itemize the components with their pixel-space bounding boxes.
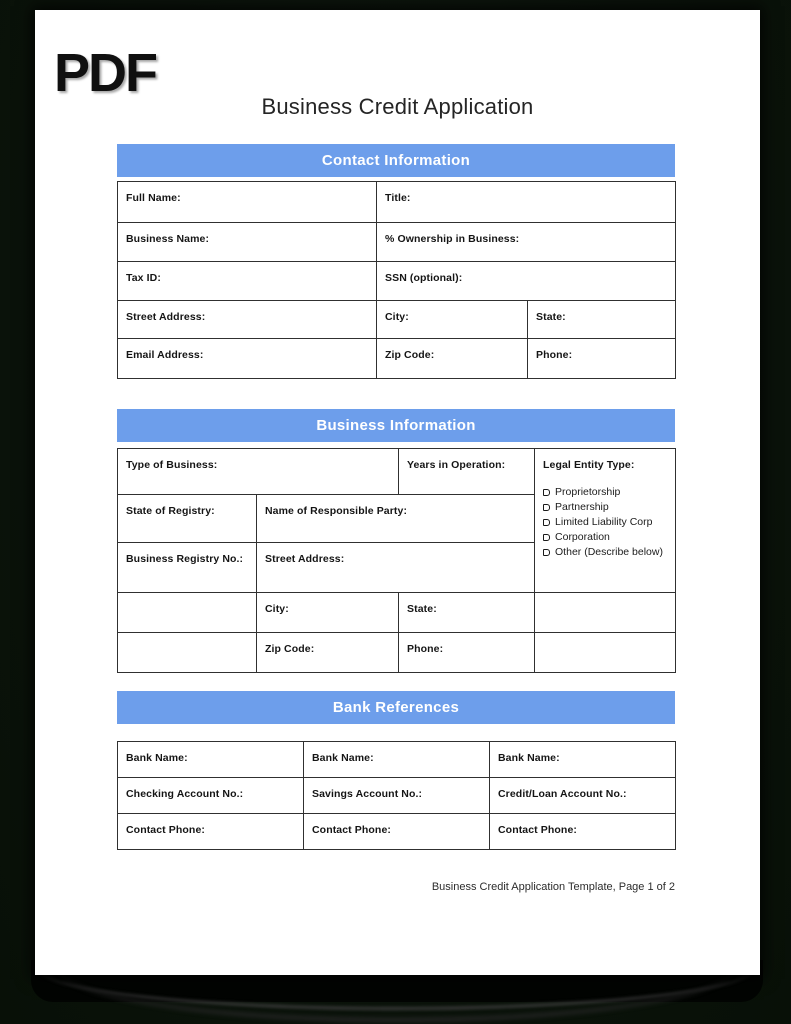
table-row: [118, 223, 676, 262]
field-label: Contact Phone:: [498, 824, 577, 836]
empty-cell: [118, 633, 257, 673]
empty-cell: [535, 633, 676, 673]
field-contact-phone-2: [304, 814, 490, 850]
field-label: Business Registry No.:: [126, 553, 244, 565]
field-label: Street Address:: [126, 311, 206, 323]
field-business-name: [118, 223, 377, 262]
field-street-address: [118, 301, 377, 339]
section-header-bank: Bank References: [117, 691, 675, 724]
table-row: [118, 339, 676, 379]
field-business-registry-no: [118, 543, 257, 593]
field-ownership: [377, 223, 676, 262]
checkbox-icon: [543, 489, 550, 496]
field-business-city: [257, 593, 399, 633]
checkbox-option: [543, 530, 671, 545]
field-contact-phone-1: [118, 814, 304, 850]
business-table: [117, 448, 676, 673]
field-label: Bank Name:: [312, 752, 374, 764]
option-label: Limited Liability Corp: [555, 516, 653, 528]
field-label: Tax ID:: [126, 272, 161, 284]
section-header-contact: Contact Information: [117, 144, 675, 177]
bank-references-table: [117, 741, 676, 850]
field-email: [118, 339, 377, 379]
field-business-street-address: [257, 543, 535, 593]
field-label: Title:: [385, 192, 411, 204]
field-label: Years in Operation:: [407, 459, 506, 471]
field-label: City:: [265, 603, 289, 615]
checkbox-option: [543, 500, 671, 515]
field-label: Legal Entity Type:: [543, 459, 635, 471]
field-label: Contact Phone:: [312, 824, 391, 836]
checkbox-icon: [543, 534, 550, 541]
field-responsible-party: [257, 495, 535, 543]
field-label: Phone:: [407, 643, 444, 655]
field-business-zip: [257, 633, 399, 673]
field-label: Bank Name:: [498, 752, 560, 764]
field-city: [377, 301, 528, 339]
field-credit-loan-account: [490, 778, 676, 814]
field-label: Street Address:: [265, 553, 345, 565]
field-years-in-operation: [399, 449, 535, 495]
field-full-name: [118, 182, 377, 223]
field-label: Zip Code:: [385, 349, 435, 361]
field-bank-name-3: [490, 742, 676, 778]
field-state-of-registry: [118, 495, 257, 543]
checkbox-icon: [543, 504, 550, 511]
field-zip: [377, 339, 528, 379]
field-label: Email Address:: [126, 349, 204, 361]
field-ssn: [377, 262, 676, 301]
field-label: State:: [407, 603, 437, 615]
field-business-phone: [399, 633, 535, 673]
empty-cell: [118, 593, 257, 633]
table-row: [118, 449, 676, 495]
field-business-state: [399, 593, 535, 633]
field-contact-phone-3: [490, 814, 676, 850]
field-label: Contact Phone:: [126, 824, 205, 836]
field-label: Zip Code:: [265, 643, 315, 655]
table-row: [118, 593, 676, 633]
field-label: Full Name:: [126, 192, 181, 204]
table-row: [118, 633, 676, 673]
field-label: SSN (optional):: [385, 272, 463, 284]
field-label: Business Name:: [126, 233, 210, 245]
pdf-logo: PDF: [54, 43, 156, 103]
field-label: City:: [385, 311, 409, 323]
contact-table: [117, 181, 676, 379]
field-label: % Ownership in Business:: [385, 233, 520, 245]
field-label: Type of Business:: [126, 459, 218, 471]
table-row: [118, 778, 676, 814]
field-type-of-business: [118, 449, 399, 495]
option-label: Partnership: [555, 501, 609, 513]
field-label: State:: [536, 311, 566, 323]
checkbox-option: [543, 545, 671, 560]
page-curl-shadow-2: [58, 968, 734, 1022]
field-label: Phone:: [536, 349, 573, 361]
table-row: [118, 814, 676, 850]
field-label: State of Registry:: [126, 505, 215, 517]
field-label: Checking Account No.:: [126, 788, 244, 800]
table-row: [118, 182, 676, 223]
field-state: [528, 301, 676, 339]
field-savings-account: [304, 778, 490, 814]
field-label: Bank Name:: [126, 752, 188, 764]
field-label: Savings Account No.:: [312, 788, 423, 800]
option-label: Proprietorship: [555, 486, 621, 498]
section-header-business: Business Information: [117, 409, 675, 442]
field-label: Name of Responsible Party:: [265, 505, 408, 517]
field-title: [377, 182, 676, 223]
table-row: [118, 301, 676, 339]
field-checking-account: [118, 778, 304, 814]
field-legal-entity-type: [535, 449, 676, 593]
field-bank-name-2: [304, 742, 490, 778]
checkbox-option: [543, 515, 671, 530]
checkbox-option: [543, 485, 671, 500]
option-label: Other (Describe below): [555, 546, 663, 558]
table-row: [118, 262, 676, 301]
checkbox-icon: [543, 549, 550, 556]
field-bank-name-1: [118, 742, 304, 778]
document-title: Business Credit Application: [261, 94, 534, 119]
field-tax-id: [118, 262, 377, 301]
empty-cell: [535, 593, 676, 633]
form-content: [117, 10, 675, 975]
page-footer: Business Credit Application Template, Page 1 of 2: [431, 881, 675, 893]
document-page: [35, 10, 760, 975]
option-label: Corporation: [555, 531, 610, 543]
field-label: Credit/Loan Account No.:: [498, 788, 627, 800]
table-row: [118, 742, 676, 778]
field-phone: [528, 339, 676, 379]
checkbox-icon: [543, 519, 550, 526]
legal-entity-options: [543, 485, 671, 560]
